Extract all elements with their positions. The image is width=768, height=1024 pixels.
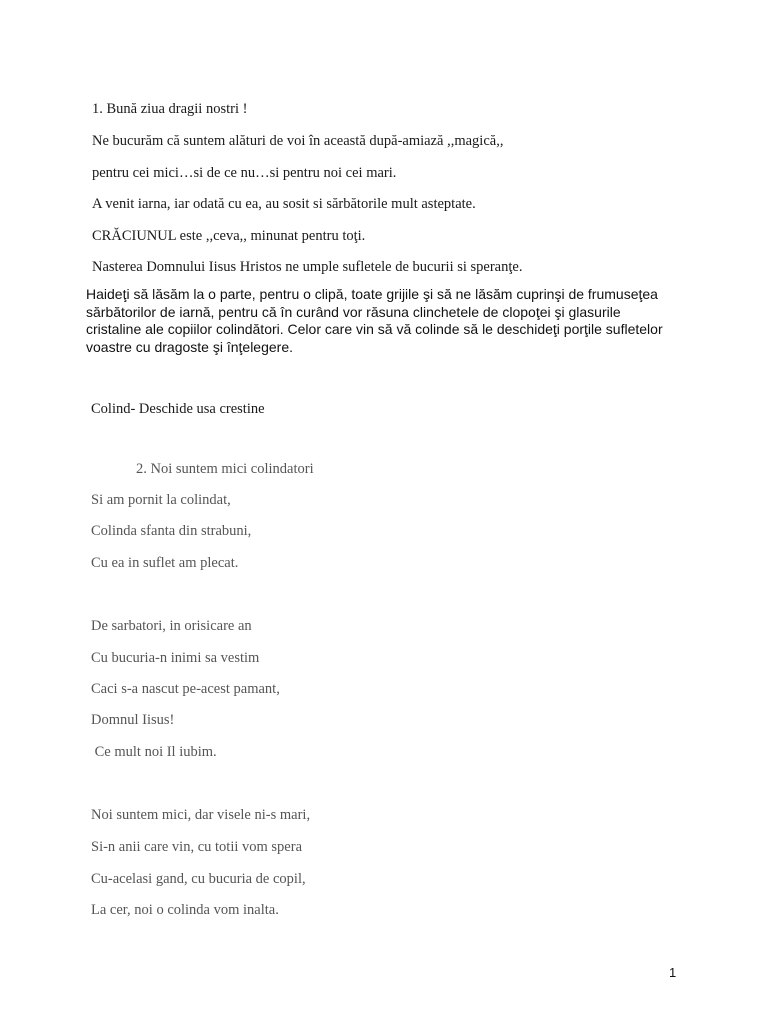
body-paragraph <box>86 286 686 356</box>
intro-line: 1. Bună ziua dragii nostri ! <box>92 101 248 117</box>
intro-line: CRĂCIUNUL este ,,ceva,, minunat pentru toţi. <box>92 228 366 244</box>
poem-line: De sarbatori, in orisicare an <box>91 618 252 634</box>
poem-line: Ce mult noi Il iubim. <box>91 744 217 760</box>
intro-line: Nasterea Domnului Iisus Hristos ne umple sufletele de bucurii si speranţe. <box>92 259 523 275</box>
poem-line: Noi suntem mici, dar visele ni-s mari, <box>91 807 311 823</box>
page-number: 1 <box>669 965 677 980</box>
paragraph-line: sărbătorilor de iarnă, pentru că în curând vor răsuna clinchetele de clopoţei şi glasurile <box>86 303 621 320</box>
paragraph-line: Haideţi să lăsăm la o parte, pentru o clipă, toate grijile şi să ne lăsăm cuprinşi de frumuseţea <box>86 286 658 302</box>
poem-line: La cer, noi o colinda vom inalta. <box>91 902 279 918</box>
intro-line: Ne bucurăm că suntem alături de voi în această după-amiază ,,magică,, <box>92 133 504 149</box>
poem-line: Cu-acelasi gand, cu bucuria de copil, <box>91 871 306 887</box>
poem-line: Cu ea in suflet am plecat. <box>91 555 239 571</box>
colind-title: Colind- Deschide usa crestine <box>91 401 265 417</box>
poem-line: Colinda sfanta din strabuni, <box>91 523 252 539</box>
poem-line: Domnul Iisus! <box>91 712 175 728</box>
poem-line: Si-n anii care vin, cu totii vom spera <box>91 839 303 855</box>
paragraph-line: cristaline ale copiilor colindători. Celor care vin să vă colinde să le deschideţi porţile sufletelor <box>86 321 663 337</box>
intro-line: A venit iarna, iar odată cu ea, au sosit si sărbătorile mult asteptate. <box>92 196 476 212</box>
poem-line: Cu bucuria-n inimi sa vestim <box>91 650 260 666</box>
poem-line: Si am pornit la colindat, <box>91 492 231 508</box>
poem-heading: 2. Noi suntem mici colindatori <box>136 461 314 477</box>
paragraph-line: voastre cu dragoste şi înţelegere. <box>86 338 294 355</box>
poem-line: Caci s-a nascut pe-acest pamant, <box>91 681 280 697</box>
intro-line: pentru cei mici…si de ce nu…si pentru noi cei mari. <box>92 165 397 181</box>
